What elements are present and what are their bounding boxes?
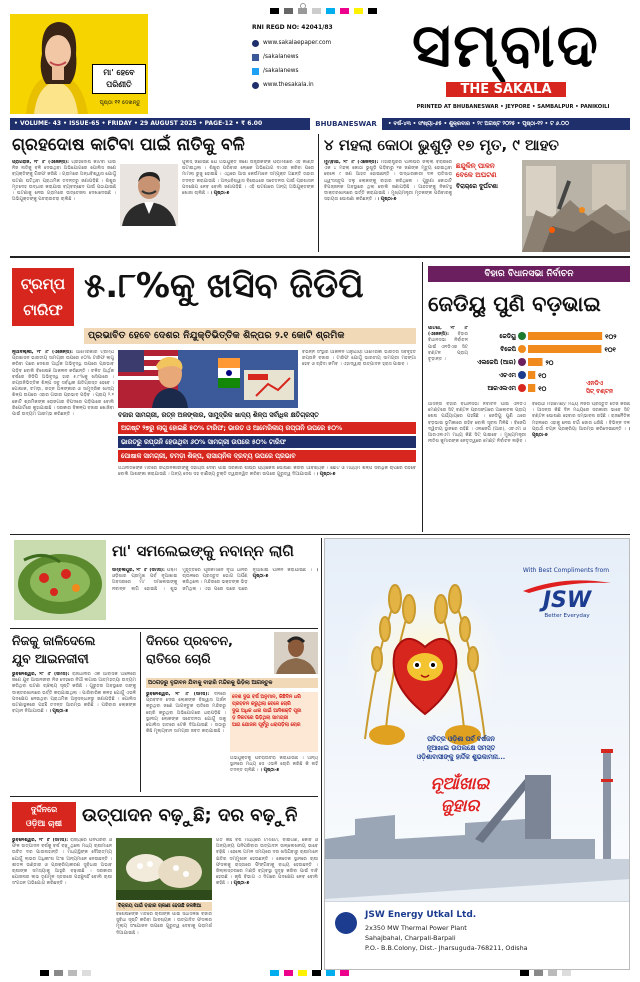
column-divider: [318, 134, 319, 252]
odisha-headline: ଉତ୍ପାଦନ ବଢ଼ୁଛି; ଦର ବଢ଼ୁନି: [82, 805, 298, 826]
story1-body-2: ପୁଲିସ୍ ଜଣାଇଛି ଯେ ଅଭିଯୁକ୍ତ ଜଣେ ତାନ୍ତ୍ରିକଙ୍କ ପରାମର୍ଶରେ ଏହି କାଣ୍ଡ ଘଟାଇଥିଲା । ଶିଶୁର ପରିବାର ଲୋକେ ଅଭିଯୋଗ ଦାଏର କରିବା ପରେ ମାମଲା ରୁଜୁ ହୋଇଛି । ଏଥିରେ ଆଉ କେଉଁମାନେ ସମ୍ପୃକ୍ତ ଅଛନ୍ତି ତାହାର ତଦନ୍ତ କରାଯାଉଛି । ଅନ୍ଧବିଶ୍ୱାସ ବିରୋଧରେ ସଚେତନତା ପାଇଁ ପ୍ରଶାସନ ପଦକ୍ଷେପ ନେବ ବୋଲି ଜଣାପଡ଼ିଛି । ଏହି ଘଟଣାରେ ଅନ୍ୟ ଅଭିଯୁକ୍ତଙ୍କ ଖୋଜା ଚାଲିଛି । । ପୃଷ୍ଠା-୭: [182, 160, 314, 197]
lead-photo-caption: ବଜାର ସାମଗ୍ରୀ, ରତ୍ନ ଅଳଙ୍କାର, ସାମୁଦ୍ରିକ ଖାଦ୍ୟ ଶିଳ୍ପ ସର୍ବାଧିକ କ୍ଷତିଗ୍ରସ୍ତ: [118, 411, 319, 419]
story1-headline: ଗ୍ରହଦୋଷ କାଟିବା ପାଇଁ ନାତିକୁ ବଳି: [12, 135, 245, 155]
party-symbol-icon: [518, 384, 526, 392]
section-divider: [10, 628, 318, 629]
seat-party-label: ଏଚଏମ: [498, 372, 516, 379]
nabanna-photo: [14, 540, 106, 620]
seat-value-label: ୨୦: [545, 359, 554, 367]
story1-body: ପ୍ରାଗରାଜ, ୨୮ ।୮ (ଏଜେନ୍ସି): ଗ୍ରହଦୋଷ କାଟିବା ପାଇଁ ନିଜ ନାତିକୁ ବଳି ଦେଇଥିବା ଅଭିଯୋଗରେ ପୋଲିସ ଜଣେ ବ୍ୟକ୍ତିଙ୍କୁ ଗିରଫ କରିଛି । ଗ୍ରାମରେ ଅନ୍ଧବିଶ୍ୱାସ ଯୋଗୁଁ ଘଟଣା ଘଟିଥିବା ପ୍ରାଥମିକ ତଦନ୍ତରୁ ଜଣାପଡ଼ିଛି । ଶିଶୁର ମୃତଦେହ ଉଦ୍ଧାର କରାଯାଇ ବ୍ୟବଚ୍ଛେଦ ପାଇଁ ପଠାଯାଇଛି । ଘଟଣାକୁ ନେଇ ଗ୍ରାମରେ ଉତ୍ତେଜନା ଦେଖାଦେଇଛି । ଅଭିଯୁକ୍ତଙ୍କୁ ପଚରାଉଚରା ଚାଲିଛି ।: [12, 160, 116, 203]
lead-fact-1: ଅଗଷ୍ଟ ୨୭ରୁ ଲାଗୁ ହୋଇଛି ୫୦% ଟାରିଫ; ଭାରତ ଓ ଆମେରିକୀୟ ରପ୍ତାନି ଉପରେ ୫୦%: [118, 422, 416, 434]
bihar-headline: ଜେଡିୟୁ ପୁଣି ବଡ଼ଭାଇ: [428, 292, 601, 316]
thief-highlight: ଦେଶ ଦୁଇ ବର୍ଷ ଅନୁମାନ, କିଛିଦିନ ଧରି ପ୍ରବଚନ କରୁଥିଲା ବେଳେ ଚୋରି ଦୁଇ ଅଧିକ ଧାର ପାଇଁ ଆଦିଶକ୍ତି ପୂଜା ଡ଼ ନିକଟରେ ଭିଡ଼ିଥିଲା ସାମଗ୍ରୀ ଆଗ ଯୋଜନା ପୂର୍ବରୁ ଧରାପଡ଼ିଲା ଚୋର: [230, 692, 318, 752]
promo-caption: ମା' ହେବେ ପରିଣୀତି: [92, 64, 146, 94]
lead-subhead: ପ୍ରଭାବିତ ହେବେ ଦେଶର ନିଯୁକ୍ତିଭିତ୍ତିକ ଶିଳ୍ପର ୨.୧ କୋଟି ଶ୍ରମିକ: [84, 328, 416, 344]
lead-body-2: ବିଭିନ୍ନ ସଂସ୍ଥାର ଆକଳନ ଅନୁଯାୟୀ ଆମେରିକା ଭାରତର ସର୍ବବୃହତ ରପ୍ତାନି ବଜାର । ଟାରିଫ ଯୋଗୁଁ ଭାରତୀୟ ସାମଗ୍ରୀ ମହଙ୍ଗା ହେବ ଓ ଚାହିଦା କମିବ । ଏହାଦ୍ୱାରା ଉତ୍ପାଦନ ହ୍ରାସ ପାଇବ ।: [302, 350, 416, 368]
epaper-link[interactable]: www.sakalaepaper.com: [252, 36, 382, 50]
ad-company: JSW Energy Utkal Ltd.: [365, 910, 477, 920]
seat-value-label: ୧୦୨: [605, 333, 617, 341]
twitter-link[interactable]: /sakalanews: [252, 64, 382, 78]
volume: • VOLUME- 43 • ISSUE-65 • FRIDAY • 29 AUGUST 2025 • PAGE-12 • ₹ 6.00: [14, 120, 263, 127]
column-divider: [140, 632, 141, 792]
globe-icon: [252, 82, 259, 89]
ad-location: Sahajbahal, Charpali-Barpali: [365, 934, 456, 942]
party-symbol-icon: [518, 358, 526, 366]
crop-mark: [300, 3, 306, 9]
ad-compliments: With Best Compliments from: [522, 567, 610, 574]
lead-headline: ୫.୮%କୁ ଖସିବ ଜିଡିପି: [84, 266, 364, 306]
odisha-body: ଭୁବନେଶ୍ୱର, ୨୮ ।୮ (ସମିସ): ରାଜ୍ୟରେ ପନିପରିବା ଓ ଫଳ ଉତ୍ପାଦନ ବର୍ଷକୁ ବର୍ଷ ବଢ଼ୁଥିଲେ ମଧ୍ୟ ଚାଷୀମାନେ ଉଚିତ ଦର ପାଉନାହାନ୍ତି । ମଧ୍ୟସ୍ଥିଙ୍କ ଦୌରାତ୍ମ୍ୟ ଯୋଗୁଁ ଲାଭର ଅଧିକାଂଶ ଅଂଶ ଅନ୍ୟମାନେ ନେଉଛନ୍ତି । ଶୀତଳ ଭଣ୍ଡାର ଓ ପ୍ରକ୍ରିୟାକରଣ ସୁବିଧାର ଅଭାବ ଚାଷୀଙ୍କ ସମସ୍ୟାକୁ ଆହୁରି ବଢ଼ାଇଛି । ସରକାରୀ ଯୋଜନାର ଲାଭ ତୃଣମୂଳ ସ୍ତରରେ ପହଞ୍ଚୁନାହିଁ ବୋଲି ଚାଷୀ ସଂଗଠନ ଅଭିଯୋଗ କରିଛନ୍ତି ।: [12, 838, 112, 887]
ad-plant: 2x350 MW Thermal Power Plant: [365, 924, 467, 932]
lead-photo: [118, 350, 298, 408]
promo-box: [10, 14, 148, 114]
logo-english: THE SAKALA: [446, 82, 566, 97]
nabanna-headline: ମା' ସମଲେଇଙ୍କୁ ନବାନ୍ନ ଲାଗି: [112, 542, 294, 560]
lead-kicker: ଟ୍ରମ୍ପ ଟାରିଫ: [12, 268, 74, 326]
facebook-link[interactable]: /sakalanews: [252, 50, 382, 64]
section-divider: [10, 534, 630, 535]
odisha-photo: [116, 838, 212, 900]
jsw-brand: JSW: [542, 588, 592, 613]
ad-address: P.O.- B.B.Colony, Dist.- Jharsuguda-768211, Odisha: [365, 944, 528, 952]
dateline-bar: [10, 118, 630, 130]
story2-photo: [522, 160, 630, 252]
printed-at: PRINTED AT BHUBANESWAR • JEYPORE • SAMBALPUR • PANIKOILI: [416, 104, 610, 110]
seat-party-label: ଆରଏଲଏମ: [487, 385, 516, 392]
seat-party-label: ବିଜେପି: [500, 346, 516, 353]
bihar-body: ଆସନ୍ତା ବିହାର ବିଧାନସଭା ନିର୍ବାଚନ ପାଇଁ ଏନଡିଏ ମେଣ୍ଟରେ ସିଟ୍ ବଣ୍ଟନ ପ୍ରସଙ୍ଗରେ ଆଲୋଚନା ପ୍ରାୟ ଶେଷ ପର୍ଯ୍ୟାୟରେ ପହଞ୍ଚିଛି । ଜେଡିୟୁ ପୁଣି ଥରେ ବଡ଼ଭାଇ ଭୂମିକାରେ ରହିବ ବୋଲି ସୂଚନା ମିଳିଛି । ବିଜେପି ଦ୍ୱିତୀୟ ସ୍ଥାନରେ ରହିଛି । ଏଲଜେପି (ଆର), ଏଚଏମ ଓ ଆରଏଲଏମ ମଧ୍ୟ କିଛି ସିଟ୍ ପାଇବେ । ମୁଖ୍ୟମନ୍ତ୍ରୀ ନୀତିଶ କୁମାରଙ୍କ ନେତୃତ୍ୱରେ ମେଣ୍ଟ ନିର୍ବାଚନ ଲଢ଼ିବ । ବିରୋଧୀ ମହାମେଣ୍ଟ ମଧ୍ୟ ନିଜର ପ୍ରସ୍ତୁତି ତେଜ କରିଛି । ଆସନ୍ତା କିଛି ଦିନ ମଧ୍ୟରେ ସରକାରୀ ଭାବେ ସିଟ୍ ବଣ୍ଟନ ଘୋଷଣା ହେବାର ସମ୍ଭାବନା ରହିଛି । ରାଜନୈତିକ ମହଲରେ ଏହାକୁ ନେଇ ଚର୍ଚ୍ଚା ଜୋର ଧରିଛି । ବିଭିନ୍ନ ଦଳ ପ୍ରାର୍ଥୀ ଚୟନ ପ୍ରକ୍ରିୟା ଆରମ୍ଭ କରିଦେଇଛନ୍ତି । । ପୃଷ୍ଠା-୭: [428, 402, 630, 445]
registration-marks-bottom: [40, 970, 91, 976]
ad-footer: [325, 901, 630, 970]
bihar-banner: ବିହାର ବିଧାନସଭା ନିର୍ବାଚନ: [428, 266, 630, 282]
lead-body-3: ଅର୍ଥନୀତିଜ୍ଞଙ୍କ ମତରେ ରପ୍ତାନିକାରୀଙ୍କୁ ସହାୟତା ଦେବା ପାଇଁ ସରକାର ଶୀଘ୍ର ପ୍ୟାକେଜ ଘୋଷଣା କରିବା ଆବଶ୍ୟକ । ଛୋଟ ଓ ମଧ୍ୟମ ଶିଳ୍ପ ସର୍ବାଧିକ ଚାପରେ ରହିବେ ବୋଲି ଆଶଙ୍କା କରାଯାଉଛି । ଅନ୍ୟ ଦେଶ ସହ ବାଣିଜ୍ୟ ଚୁକ୍ତି ତ୍ୱରାନ୍ୱିତ କରିବା ଉପରେ ଗୁରୁତ୍ୱ ଦିଆଯାଉଛି । । ପୃଷ୍ଠା-୭: [118, 466, 416, 478]
rni-number: RNI REGD NO: 42041/83: [252, 24, 333, 31]
thief-photo: [274, 632, 318, 674]
seat-value-label: ୧୦: [538, 385, 547, 393]
bihar-bar-label: ଏନଡିଏ ସିଟ୍ ବଣ୍ଟନ: [586, 380, 614, 395]
thief-strap: ଅଠଗଡ଼ରୁ ବୃନ୍ଦାବନ ଯିବାକୁ ବାହାରି ମନ୍ଦିରକୁ ଭିଡ଼ିଲା ଆଗନ୍ତୁକ: [146, 678, 318, 688]
column-divider: [321, 538, 322, 970]
ad-greeting: ପବିତ୍ର ଓଡ଼ିଶା ପର୍ବ ବର୍ଷଜନ ନୂଆଖାଇ ଉପଲକ୍ଷେ ସମସ୍ତ ଓଡ଼ିଶାବାସୀଙ୍କୁ ହାର୍ଦ୍ଦିକ ଶୁଭକାମନା...: [416, 735, 506, 761]
seat-party-label: ଜେଡିୟୁ: [499, 333, 516, 340]
globe-icon: [252, 40, 259, 47]
jsw-mini-logo-icon: [335, 912, 357, 934]
masthead-info: [252, 24, 382, 92]
seat-bar: [528, 332, 602, 340]
section-divider: [10, 256, 630, 258]
registration-marks-bottom-right: [520, 970, 571, 976]
story2-headline: ୪ ମହଲା କୋଠା ଭୁଶୁଡ଼ି ୧୭ ମୃତ, ୯ ଆହତ: [324, 136, 560, 154]
odisha-kicker: ଦୁର୍ଦ୍ଦିନରେ ଓଡ଼ିଆ ଚାଷୀ: [12, 802, 76, 832]
bihar-body-left: ପାଟଣା, ୨୮ ।୮ (ଏଜେନ୍ସି): ବିହାର ବିଧାନସଭା ନିର୍ବାଚନ ପାଇଁ ଏନଡିଏର ସିଟ୍ ବଣ୍ଟନ ପ୍ରାୟ ଚୂଡ଼ାନ୍ତ ।: [428, 326, 468, 363]
seat-bar: [528, 371, 535, 379]
thief-body-2: ଅଭିଯୁକ୍ତକୁ ପଚରାଉଚରା କରାଯାଉଛି । ଅନ୍ୟ ସ୍ଥାନରେ ମଧ୍ୟ ସେ ଏଭଳି ଚୋରି କରିଛି କି ନାହିଁ ତଦନ୍ତ ଚାଲିଛି । । ପୃଷ୍ଠା-୭: [230, 756, 318, 774]
odia-date: • ବର୍ଷ-୪୩ • ସଂଖ୍ୟା-୬୫ • ଶୁକ୍ରବାର • ୨୯ ଅଗଷ୍ଟ ୨୦୨୫ • ପୃଷ୍ଠା-୧୨ • ଟ ୬.୦୦: [388, 121, 569, 127]
story2-subhead: ଛନ୍ଦୁଳିନ୍ ପାଳନ ବେଳେ ଅଘଟଣ: [456, 162, 497, 179]
jsw-advertisement[interactable]: [324, 538, 630, 970]
seat-party-label: ଏଲଜେପି (ଆର): [476, 359, 516, 366]
odisha-body-2: ବିଶେଷଜ୍ଞଙ୍କ ମତରେ ଚାଷୀଙ୍କ ପାଇଁ ସିଧାସଳଖ ବଜାର ସୁବିଧା ସୃଷ୍ଟି କରିବା ଆବଶ୍ୟକ । ଉତ୍ପାଦିତ ଫସଲର ମୂଲ୍ୟ ସଂଯୋଜନ ଉପରେ ଗୁରୁତ୍ୱ ଦେବାକୁ ପରାମର୍ଶ ଦିଆଯାଇଛି ।: [116, 912, 212, 936]
seat-bar: [528, 358, 543, 366]
edition: BHUBANESWAR: [310, 118, 382, 130]
lead-fact-3: ପୋଷାକ ସାମଗ୍ରୀ, ଚମଡ଼ା ଶିଳ୍ପ, ରାସାୟନିକ ଦ୍ରବ୍ୟ ଉପରେ ପ୍ରଭାବ: [118, 450, 416, 462]
website-link[interactable]: www.thesakala.in: [252, 78, 382, 92]
thief-headline: ଦିନରେ ପ୍ରବଚନ, ରାତିରେ ଚୋରି: [146, 633, 233, 666]
section-divider: [10, 796, 318, 797]
story1-photo: [120, 164, 178, 226]
odisha-body-3: ଗତ କିଛି ବର୍ଷ ମଧ୍ୟରେ ଟମାଟୋ, ବାଇଗଣ, କୋବି ଓ ଅନ୍ୟାନ୍ୟ ପନିପରିବାର ଉତ୍ପାଦନ ଉଲ୍ଲେଖନୀୟ ଭାବେ ବଢ଼ିଛି । ହେଲେ ଅମଳ ସମୟରେ ଦର ଖସିଯିବାରୁ ଚାଷୀମାନେ କ୍ଷତିର ସମ୍ମୁଖୀନ ହେଉଛନ୍ତି । କେତେକ ସ୍ଥାନରେ ଚାଷୀ ଫସଲକୁ ରାସ୍ତାରେ ଫିଙ୍ଗିବାକୁ ବାଧ୍ୟ ହେଉଛନ୍ତି । ଜିଲ୍ଲାସ୍ତରରେ ମଣ୍ଡି ବ୍ୟବସ୍ଥା ସୁଦୃଢ଼ କରିବା ପାଇଁ ଦାବି ହେଉଛି । କୃଷି ବିଭାଗ ଏ ଦିଗରେ ପଦକ୍ଷେପ ନେବ ବୋଲି କହିଛି । । ପୃଷ୍ଠା-୭: [216, 838, 318, 887]
registration-marks-bottom-center: [270, 970, 349, 976]
logo: [386, 10, 626, 100]
lawyer-body: ଭୁବନେଶ୍ୱର, ୨୮ ।୮ (ସମିସ): ରାଜଧାନୀର ଏକ ଆବାସିକ ଅଞ୍ଚଳରେ ଜଣେ ଯୁବ ଆଇନଜୀବୀ ନିଜ ଦେହରେ ନିଆଁ ଲଗାଇ ଆତ୍ମହତ୍ୟା ଉଦ୍ୟମ କରିଥିବା ଘଟଣା ଚାଞ୍ଚଲ୍ୟ ସୃଷ୍ଟି କରିଛି । ଗୁରୁତର ଅବସ୍ଥାରେ ତାଙ୍କୁ ଡାକ୍ତରଖାନାରେ ଭର୍ତ୍ତି କରାଯାଇଥିଲା । ପାରିବାରିକ କଳହ ଯୋଗୁଁ ଏଭଳି ପଦକ୍ଷେପ ନେଇଥିବା ପ୍ରାଥମିକ ଅନୁସନ୍ଧାନରୁ ଜଣାପଡ଼ିଛି । ପୋଲିସ ଘଟଣାସ୍ଥଳରେ ପହଞ୍ଚି ତଦନ୍ତ ଆରମ୍ଭ କରିଛି । ପରିବାର ଲୋକଙ୍କ ବୟାନ ନିଆଯାଉଛି । । ପୃଷ୍ଠା-୭: [12, 672, 136, 715]
story2-subhead-2: ବିରାର୍‌ରେ ଦୁର୍ଘଟଣା: [456, 183, 498, 190]
jsw-tagline: Better Everyday: [544, 613, 590, 619]
registration-marks: [270, 8, 377, 14]
lead-body: ନୂଆଦିଲ୍ଲୀ, ୨୮ ।୮ (ଏଜେନ୍ସି): ଆମେରିକାର ଟ୍ରମ୍ପ ପ୍ରଶାସନ ଭାରତୀୟ ସାମଗ୍ରୀ ଉପରେ ୫୦% ଟାରିଫ ଲାଗୁ କରିବା ପରେ ଦେଶର ଆର୍ଥିକ ଅଭିବୃଦ୍ଧି ଉପରେ ପ୍ରଭାବ ପଡ଼ିବ ବୋଲି ବିଶେଷଜ୍ଞ ଆକଳନ କରିଛନ୍ତି । ଚଳିତ ଆର୍ଥିକ ବର୍ଷରେ ଜିଡିପି ଅଭିବୃଦ୍ଧି ହାର ୫.୮%କୁ ଖସିପାରେ । ରପ୍ତାନିଭିତ୍ତିକ ଶିଳ୍ପ ସବୁ ସର୍ବାଧିକ କ୍ଷତିଗ୍ରସ୍ତ ହେବେ । ପୋଷାକ, ଚମଡ଼ା, ରତ୍ନ ଅଳଙ୍କାର ଓ ସାମୁଦ୍ରିକ ଖାଦ୍ୟ ଶିଳ୍ପ ଉପରେ ଏହାର ଗଭୀର ପ୍ରଭାବ ପଡ଼ିବ । ପ୍ରାୟ ୨.୧ କୋଟି ଶ୍ରମିକଙ୍କ ରୋଜଗାର ବିପଦରେ ପଡ଼ିପାରେ ବୋଲି ରିପୋର୍ଟରେ କୁହାଯାଇଛି । ସରକାର ବିକଳ୍ପ ବଜାର ଖୋଜିବା ପାଇଁ ଉଦ୍ୟମ ଆରମ୍ଭ କରିଛନ୍ତି ।: [12, 350, 114, 418]
odisha-photo-caption: ବିକ୍ରୟ ପାଇଁ ବାହାର ଚାଳାଣୀ ହେଉଛି ଜଳଖିଆ: [116, 902, 212, 911]
thief-body: ଭୁବନେଶ୍ୱର, ୨୮ ।୮ (ସମିସ): ଦିନରେ ପ୍ରବଚନ ଦେଇ ଲୋକଙ୍କ ବିଶ୍ୱାସ ଅର୍ଜନ କରୁଥିବା ଜଣେ ଆଗନ୍ତୁକ ରାତିରେ ମନ୍ଦିରରୁ ଚୋରି କରୁଥିବା ଅଭିଯୋଗରେ ଧରାପଡ଼ିଛି । ସ୍ଥାନୀୟ ଲୋକଙ୍କ ସଚେତନତା ଯୋଗୁଁ ତାକୁ ପୋଲିସ ହାତରେ ଟେକି ଦିଆଯାଇଛି । ତାଠାରୁ କିଛି ମୂଲ୍ୟବାନ ସାମଗ୍ରୀ ଜବତ କରାଯାଇଛି ।: [146, 692, 226, 735]
seat-value-label: ୧୦୧: [604, 346, 616, 354]
party-symbol-icon: [518, 345, 526, 353]
promo-photo: [20, 14, 92, 114]
nabanna-body: ସମ୍ବଲପୁର, ୨୮ ।୮ (ସମିସ): ପଶ୍ଚିମ ଓଡ଼ିଶାର ପ୍ରମୁଖ ପର୍ବ ନୂଆଖାଇ ଅବସରରେ ମା' ସମଲେଇଙ୍କୁ ନବାନ୍ନ ଲାଗି ହୋଇଛି । ଶୁଭ ମୁହୂର୍ତ୍ତରେ ପୂଜକମାନେ ନୂଆ ଧାନର ଚାଉଳରେ ପ୍ରସ୍ତୁତ ଭୋଗ ଅର୍ପଣ କରିଥିଲେ । ମନ୍ଦିରରେ ଭକ୍ତଙ୍କ ଭିଡ଼ ଜମିଥିଲା । ଏହା ପରେ ଘରେ ଘରେ ନୂଆଖାଇ ପାଳନ କରାଯାଇଛି । । ପୃଷ୍ଠା-୭: [112, 568, 318, 592]
lawyer-headline: ନିଜକୁ ଜାଳିଦେଲେ ଯୁବ ଆଇନଜୀବୀ: [12, 633, 96, 666]
facebook-icon: [252, 54, 259, 61]
twitter-icon: [252, 68, 259, 75]
party-symbol-icon: [518, 332, 526, 340]
logo-odia: ସମ୍ବାଦ: [412, 11, 600, 81]
jsw-logo: [521, 579, 613, 623]
promo-page-ref: ପୃଷ୍ଠା ୧୧ ଦେଖନ୍ତୁ: [99, 100, 141, 106]
ad-festival: ନୂଆଁଖାଇ ଜୁହାର: [430, 774, 490, 816]
story2-body: ମୁମ୍ବାଇ, ୨୮ ।୮ (ଏଜେନ୍ସି): ମହାରାଷ୍ଟ୍ରର ପାଲଘର ଜିଲ୍ଲା ବିରାରରେ ଏକ ୪ ମହଲା କୋଠା ଭୁଶୁଡ଼ି ପଡ଼ିବାରୁ ୧୭ ଜଣଙ୍କ ମୃତ୍ୟୁ ହୋଇଥିବା ବେଳେ ୯ ଜଣ ଆହତ ହୋଇଛନ୍ତି । ଉଦ୍ଧାରକାରୀ ଦଳ ରାତିସାରା ଧ୍ୱଂସସ୍ତୂପ ତଳୁ ଲୋକଙ୍କୁ ବାହାର କରିଥିଲେ । ପୁରୁଣା କୋଠାଟି ବିପଜ୍ଜନକ ଅବସ୍ଥାରେ ଥିଲା ବୋଲି ଜଣାପଡ଼ିଛି । ଆହତଙ୍କୁ ନିକଟସ୍ଥ ଡାକ୍ତରଖାନାରେ ଭର୍ତ୍ତି କରାଯାଇଛି । ମୁଖ୍ୟମନ୍ତ୍ରୀ ମୃତକଙ୍କ ପରିବାରକୁ ସହାୟତା ଘୋଷଣା କରିଛନ୍ତି । । ପୃଷ୍ଠା-୭: [324, 160, 452, 203]
seat-bar: [528, 345, 601, 353]
seat-value-label: ୧୦: [538, 372, 547, 380]
column-divider: [422, 262, 423, 532]
lead-fact-2: ଭାରତରୁ ରପ୍ତାନି ହେଉଥିବା ୬୦% ସାମଗ୍ରୀ ଉପରେ ୫୦% ଟାରିଫ: [118, 436, 416, 448]
party-symbol-icon: [518, 371, 526, 379]
seat-bar: [528, 384, 535, 392]
